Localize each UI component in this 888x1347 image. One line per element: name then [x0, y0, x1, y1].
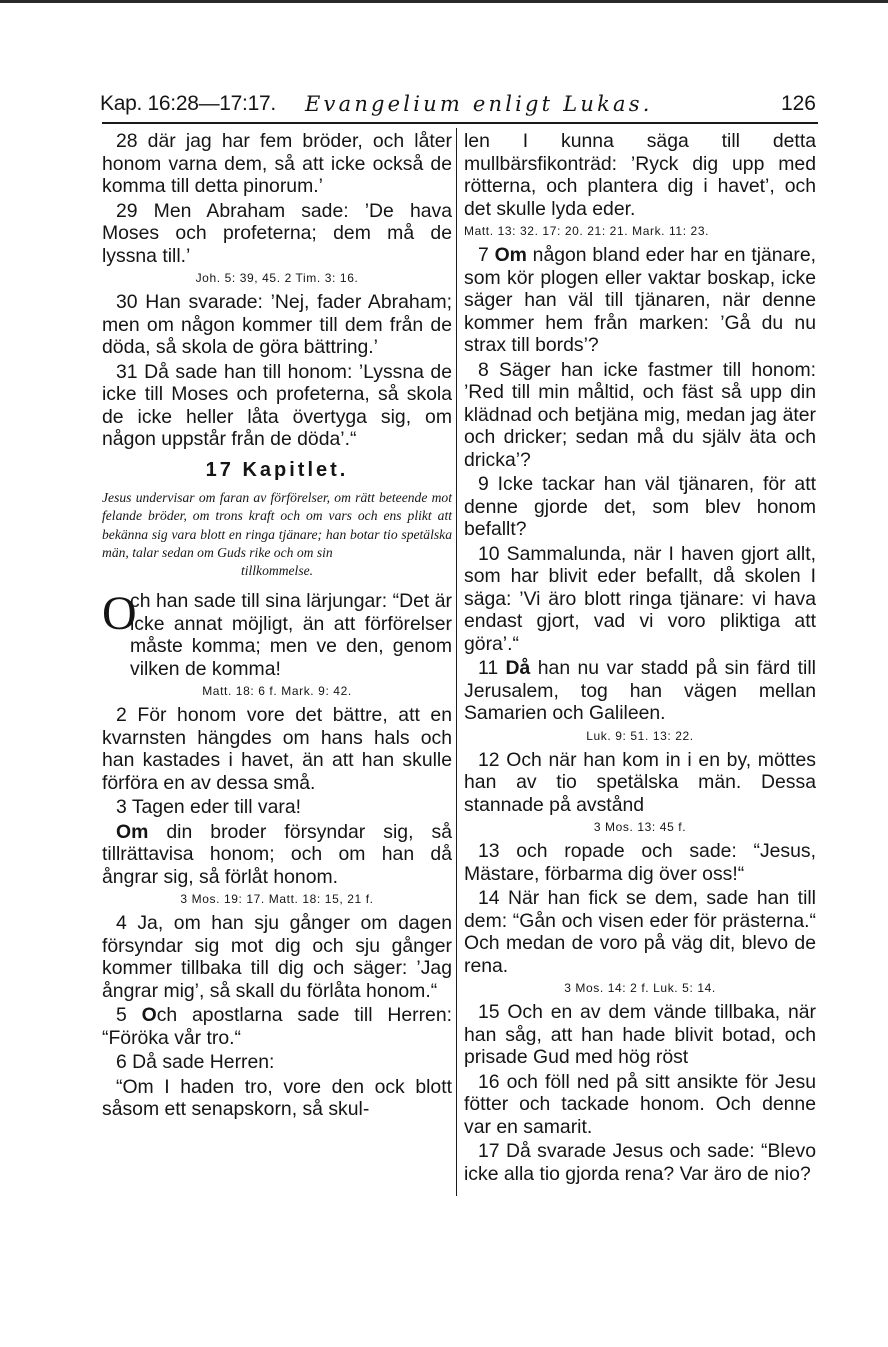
chapter-summary-end: tillkommelse.	[240, 563, 314, 579]
paragraph-text: han nu var stadd på sin färd till Jerusalem, tog han vägen mellan Samarien och Galileen.	[464, 657, 816, 724]
verse-17-17: 17 Då svarade Jesus och sade: “Blevo icke alla tio gjorda rena? Var äro de nio?	[464, 1140, 816, 1185]
paragraph-lead: Om	[116, 820, 149, 843]
verse-17-3b	[102, 821, 452, 889]
top-scan-edge	[0, 0, 888, 3]
verse-17-7	[464, 244, 816, 357]
verse-17-8: 8 Säger han icke fastmer till honom: ’Red till min måltid, och fäst så upp din klädnad och betjäna mig, medan jag äter och dricker; sedan må du själv äta och dricka’?	[464, 358, 816, 471]
chapter-reference: Kap. 16:28—17:17.	[100, 92, 276, 115]
cross-reference: Matt. 13: 32. 17: 20. 21: 21. Mark. 11: 23.	[464, 224, 710, 238]
cross-reference: 3 Mos. 19: 17. Matt. 18: 15, 21 f.	[180, 892, 374, 907]
left-column	[102, 130, 452, 1123]
verse-number: 11	[478, 657, 506, 679]
chapter-heading: 17 Kapitlet.	[205, 458, 349, 481]
chapter-summary-text: Jesus undervisar om faran av förförelser, om rätt beteende mot felande bröder, om trons kraft och om vars och ens plikt att bekänna sig vara blott en ringa tjänare; han botar tio spetälska män, talar sedan om Guds rike och om sin	[102, 490, 452, 560]
verse-17-11	[464, 657, 816, 725]
verse-17-4: 4 Ja, om han sju gånger om dagen försyndar sig mot dig och sju gånger kommer tillbaka till dig och säger: ’Jag ångrar mig’, så skall du förlåta honom.“	[102, 912, 452, 1002]
drop-cap: O	[102, 587, 137, 641]
verse-17-10: 10 Sammalunda, när I haven gjort allt, som har blivit eder befallt, då skolen I säga: ’Vi äro blott ringa tjänare: vi hava endast gjort, vad vi voro pliktiga att göra’.“	[464, 542, 816, 655]
paragraph-text: ch apostlarna sade till Herren: “Föröka vår tro.“	[102, 1004, 453, 1049]
paragraph-lead: Om	[494, 244, 527, 266]
cross-reference: Joh. 5: 39, 45. 2 Tim. 3: 16.	[195, 271, 359, 285]
column-divider	[456, 128, 457, 1196]
verse-17-1	[102, 587, 452, 680]
paragraph-lead: Då	[505, 657, 531, 679]
page-number: 126	[780, 92, 816, 115]
verse-17-5	[102, 1004, 452, 1049]
right-column	[464, 130, 816, 1187]
header-rule	[102, 122, 818, 124]
cross-reference: Matt. 18: 6 f. Mark. 9: 42.	[202, 684, 352, 699]
verse-number: 5	[116, 1004, 142, 1027]
page-header	[100, 88, 818, 124]
verse-17-12: 12 Och när han kom in i en by, möttes han av tio spetälska män. Dessa stannade på avstånd	[464, 748, 816, 816]
verse-number: 7	[478, 244, 495, 266]
verse-16-29: 29 Men Abraham sade: ’De hava Moses och profeterna; dem må de lyssna till.’	[102, 199, 452, 267]
verse-17-2: 2 För honom vore det bättre, att en kvarnsten hängdes om hans hals och han kastades i havet, än att han skulle förföra en av dessa små.	[102, 704, 452, 794]
paragraph-lead: O	[141, 1004, 157, 1027]
paragraph-text: någon bland eder har en tjänare, som kör plogen eller vaktar boskap, icke säger han väl till tjänaren, när denne kommer hem från marken: ’Gå du nu strax till bords’?	[464, 244, 816, 356]
verse-16-28: 28 där jag har fem bröder, och låter honom varna dem, så att icke också de komma till detta pinorum.’	[102, 130, 452, 197]
verse-17-13: 13 och ropade och sade: “Jesus, Mästare, förbarma dig över oss!“	[464, 840, 816, 885]
verse-16-31: 31 Då sade han till honom: ’Lyssna de icke till Moses och profeterna, så skola de icke heller låta övertyga sig, om någon uppstår från de döda’.“	[102, 360, 452, 450]
verse-16-30: 30 Han svarade: ’Nej, fader Abraham; men om någon kommer till dem från de döda, så skola de göra bättring.’	[102, 291, 452, 358]
verse-17-6b: “Om I haden tro, vore den ock blott såsom ett senapskorn, så skul-	[102, 1075, 452, 1121]
page-title: Evangelium enligt Lukas.	[305, 92, 653, 116]
cross-reference: Luk. 9: 51. 13: 22.	[586, 728, 694, 743]
verse-17-1-text: ch han sade till sina lärjungar: “Det är icke annat möjligt, än att förförelser måste komma; men ve den, genom vilken de komma!	[130, 590, 452, 680]
verse-17-6-cont: len I kunna säga till detta mullbärsfikonträd: ’Ryck dig upp med rötterna, och plantera dig i havet’, och det skulle lyda eder.	[464, 130, 816, 220]
verse-17-9: 9 Icke tackar han väl tjänaren, för att denne gjorde det, som blev honom befallt?	[464, 473, 816, 540]
chapter-summary	[102, 489, 452, 580]
verse-17-6: 6 Då sade Herren:	[116, 1051, 275, 1074]
verse-17-14: 14 När han fick se dem, sade han till dem: “Gån och visen eder för prästerna.“ Och medan de voro på väg dit, blevo de rena.	[464, 887, 816, 977]
verse-17-16: 16 och föll ned på sitt ansikte för Jesu fötter och tackade honom. Och denne var en samarit.	[464, 1070, 816, 1138]
paragraph-text: din broder försyndar sig, så tillrättavisa honom; och om han då ångrar sig, så förlåt honom.	[102, 820, 452, 888]
cross-reference: 3 Mos. 14: 2 f. Luk. 5: 14.	[564, 981, 716, 995]
verse-17-15: 15 Och en av dem vände tillbaka, när han såg, att han hade blivit botad, och prisade Gud med hög röst	[464, 1001, 816, 1068]
cross-reference: 3 Mos. 13: 45 f.	[593, 820, 687, 834]
verse-17-3: 3 Tagen eder till vara!	[116, 796, 302, 819]
